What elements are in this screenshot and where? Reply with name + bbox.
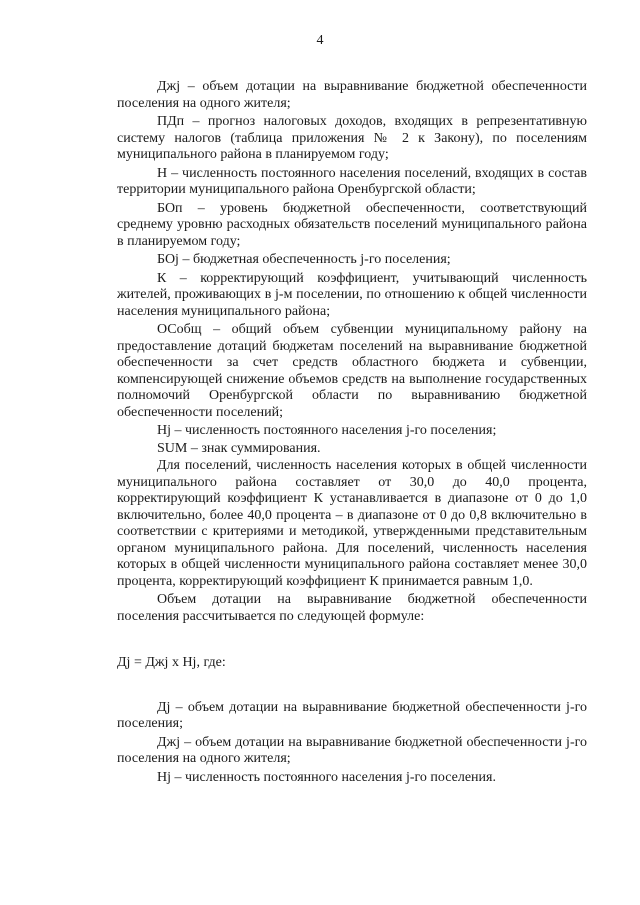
paragraph-sum-definition: SUM – знак суммирования.: [157, 440, 321, 456]
page-number: 4: [316, 33, 324, 48]
paragraph-n-definition: Н – численность постоянного населения поселений, входящих в состав территории муниципального района Оренбургской области;: [117, 165, 587, 197]
definition-nj: Нj – численность постоянного населения j-го поселения.: [157, 769, 496, 785]
formula: Дj = Джj х Нj, где:: [117, 655, 226, 670]
paragraph-nj-definition: Нj – численность постоянного населения j-го поселения;: [157, 423, 497, 438]
paragraph-pdp-definition: ПДп – прогноз налоговых доходов, входящих в репрезентативную систему налогов (таблица приложения № 2 к Закону), по поселениям муниципального района в планируемом году;: [117, 114, 587, 162]
paragraph-k-definition: К – корректирующий коэффициент, учитывающий численность жителей, проживающих в j-м поселении, по отношению к общей численности населения муниципального района;: [117, 270, 587, 319]
definition-dj: Дj – объем дотации на выравнивание бюджетной обеспеченности j-го поселения;: [117, 699, 587, 731]
paragraph-coefficient-rules: Для поселений, численность населения которых в общей численности муниципального района составляет от 30,0 до 40,0 процента, корректирующий коэффициент К устанавливается в диапазоне от 0 до 1,0 включительно, более 40,0 процента – в диапазоне от 0 до 0,8 включительно в соответствии с критериями и методикой, утвержденными представительным органом муниципального района. Для поселений, численность населения которых в общей численности муниципального района составляет менее 30,0 процента, корректирующий коэффициент К принимается равным 1,0.: [117, 458, 587, 589]
paragraph-osobshch-definition: ОСобщ – общий объем субвенции муниципальному району на предоставление дотаций бюджетам поселений на выравнивание бюджетной обеспеченности за счет средств областного бюджета и субвенции, компенсирующей снижение объемов средств на выполнение государственных полномочий Оренбургской области по выравниванию бюджетной обеспеченности поселений;: [117, 322, 587, 420]
paragraph-formula-intro: Объем дотации на выравнивание бюджетной обеспеченности поселения рассчитывается по следующей формуле:: [117, 592, 587, 624]
paragraph-bop-definition: БОп – уровень бюджетной обеспеченности, соответствующий среднему уровню расходных обязательств поселений муниципального района в планируемом году;: [117, 200, 587, 249]
paragraph-djzh-definition: Джj – объем дотации на выравнивание бюджетной обеспеченности поселения на одного жителя;: [117, 79, 587, 111]
definition-djzh: Джj – объем дотации на выравнивание бюджетной обеспеченности j-го поселения на одного жителя;: [117, 734, 587, 766]
document-body: [117, 79, 587, 788]
paragraph-boj-definition: БОj – бюджетная обеспеченность j-го поселения;: [157, 252, 451, 267]
